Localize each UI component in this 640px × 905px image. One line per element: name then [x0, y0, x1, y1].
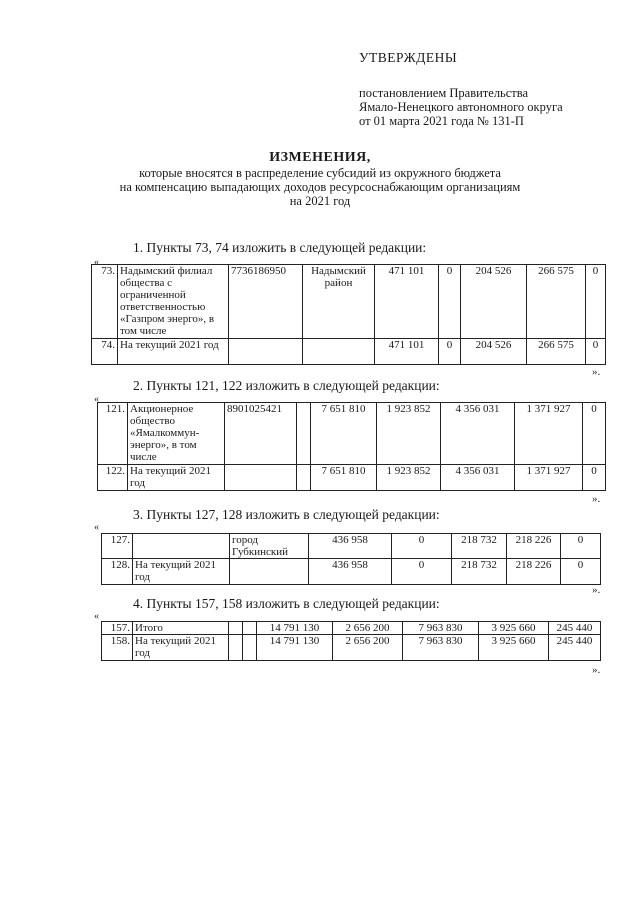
section-3-heading: 3. Пункты 127, 128 изложить в следующей редакции: [133, 507, 440, 522]
table-cell [230, 559, 309, 585]
section-2-open-quote: « [94, 394, 99, 405]
table-cell: 7736186950 [229, 265, 303, 339]
section-4-heading: 4. Пункты 157, 158 изложить в следующей редакции: [133, 596, 440, 611]
table-row [92, 265, 606, 339]
table-cell: 471 101 [375, 265, 439, 339]
approval-line-1: постановлением Правительства [359, 86, 529, 100]
table-cell: 436 958 [309, 534, 392, 559]
section-3-close-quote: ». [592, 584, 601, 596]
table-row [102, 559, 601, 585]
section-2-close-quote: ». [592, 493, 601, 505]
table-cell: 0 [583, 403, 606, 465]
table-cell: 158. [102, 635, 133, 661]
table-cell: Надымский район [303, 265, 375, 339]
table-cell: 4 356 031 [441, 465, 515, 491]
table-cell: 245 440 [549, 622, 601, 635]
table-cell: 218 226 [507, 559, 561, 585]
document-subtitle [0, 166, 640, 208]
subtitle-line-1: которые вносятся в распределение субсидий из окружного бюджета [139, 166, 501, 180]
table-cell: 121. [98, 403, 128, 465]
table-cell: 7 651 810 [311, 465, 377, 491]
table-cell: 245 440 [549, 635, 601, 661]
table-cell [225, 465, 297, 491]
section-4-table [101, 621, 601, 661]
table-cell: 2 656 200 [333, 622, 403, 635]
approval-line-3: от 01 марта 2021 года № 131-П [359, 114, 524, 128]
table-cell: 157. [102, 622, 133, 635]
section-3-table [101, 533, 601, 585]
table-cell: 204 526 [461, 265, 527, 339]
table-cell: 0 [586, 339, 606, 365]
table-cell: 0 [439, 265, 461, 339]
document-title: ИЗМЕНЕНИЯ, [269, 150, 371, 165]
table-cell: 0 [392, 559, 452, 585]
table-cell: 0 [392, 534, 452, 559]
table-cell: 1 923 852 [377, 465, 441, 491]
table-cell: 266 575 [527, 265, 586, 339]
table-cell: 2 656 200 [333, 635, 403, 661]
section-1-close-quote: ». [592, 366, 601, 378]
table-row [92, 339, 606, 365]
table-cell: 471 101 [375, 339, 439, 365]
table-cell: 3 925 660 [479, 635, 549, 661]
section-4-close-quote: ». [592, 664, 601, 676]
approved-heading: УТВЕРЖДЕНЫ [359, 50, 458, 65]
table-cell: 0 [561, 534, 601, 559]
table-cell: 74. [92, 339, 118, 365]
table-cell: 127. [102, 534, 133, 559]
table-cell: 0 [561, 559, 601, 585]
table-cell [229, 635, 243, 661]
table-cell [303, 339, 375, 365]
table-cell: Надымский филиал общества с ограниченной ответственностью «Газпром энерго», в том числе [118, 265, 229, 339]
table-cell: 1 371 927 [515, 465, 583, 491]
table-cell [229, 339, 303, 365]
table-cell: 0 [439, 339, 461, 365]
table-cell: 0 [586, 265, 606, 339]
table-cell: 14 791 130 [257, 635, 333, 661]
table-cell: 7 651 810 [311, 403, 377, 465]
section-1-heading: 1. Пункты 73, 74 изложить в следующей редакции: [133, 240, 427, 255]
table-cell: 7 963 830 [403, 635, 479, 661]
table-row [102, 635, 601, 661]
table-cell [243, 635, 257, 661]
table-cell: 266 575 [527, 339, 586, 365]
table-cell: Акционерное общество «Ямалкоммун-энерго», в том числе [128, 403, 225, 465]
table-cell [229, 622, 243, 635]
table-cell [297, 403, 311, 465]
approval-line-2: Ямало-Ненецкого автономного округа [359, 100, 563, 114]
table-cell: 73. [92, 265, 118, 339]
table-cell: 204 526 [461, 339, 527, 365]
table-row [102, 622, 601, 635]
table-cell: На текущий 2021 год [133, 559, 230, 585]
subtitle-line-2: на компенсацию выпадающих доходов ресурсоснабжающим организациям [119, 180, 521, 194]
table-cell: 218 226 [507, 534, 561, 559]
section-2-table [97, 402, 606, 491]
subtitle-line-3: на 2021 год [289, 194, 351, 208]
table-cell: 4 356 031 [441, 403, 515, 465]
table-cell: 218 732 [452, 534, 507, 559]
table-cell: город Губкинский [230, 534, 309, 559]
table-row [102, 534, 601, 559]
table-cell: На текущий 2021 год [133, 635, 229, 661]
table-cell: 0 [583, 465, 606, 491]
table-cell: 1 371 927 [515, 403, 583, 465]
table-cell: 8901025421 [225, 403, 297, 465]
table-cell: 3 925 660 [479, 622, 549, 635]
table-cell: На текущий 2021 год [118, 339, 229, 365]
table-cell: 122. [98, 465, 128, 491]
approval-details [359, 86, 563, 128]
section-4-open-quote: « [94, 611, 99, 622]
table-row [98, 465, 606, 491]
table-cell: 1 923 852 [377, 403, 441, 465]
section-1-table [91, 264, 606, 365]
section-3-open-quote: « [94, 522, 99, 533]
table-cell [133, 534, 230, 559]
section-2-heading: 2. Пункты 121, 122 изложить в следующей редакции: [133, 378, 440, 393]
table-cell [243, 622, 257, 635]
table-cell: 14 791 130 [257, 622, 333, 635]
table-cell: 218 732 [452, 559, 507, 585]
table-cell: 128. [102, 559, 133, 585]
section-1-open-quote: « [94, 257, 99, 268]
table-row [98, 403, 606, 465]
table-cell: На текущий 2021 год [128, 465, 225, 491]
table-cell [297, 465, 311, 491]
table-cell: Итого [133, 622, 229, 635]
table-cell: 436 958 [309, 559, 392, 585]
table-cell: 7 963 830 [403, 622, 479, 635]
